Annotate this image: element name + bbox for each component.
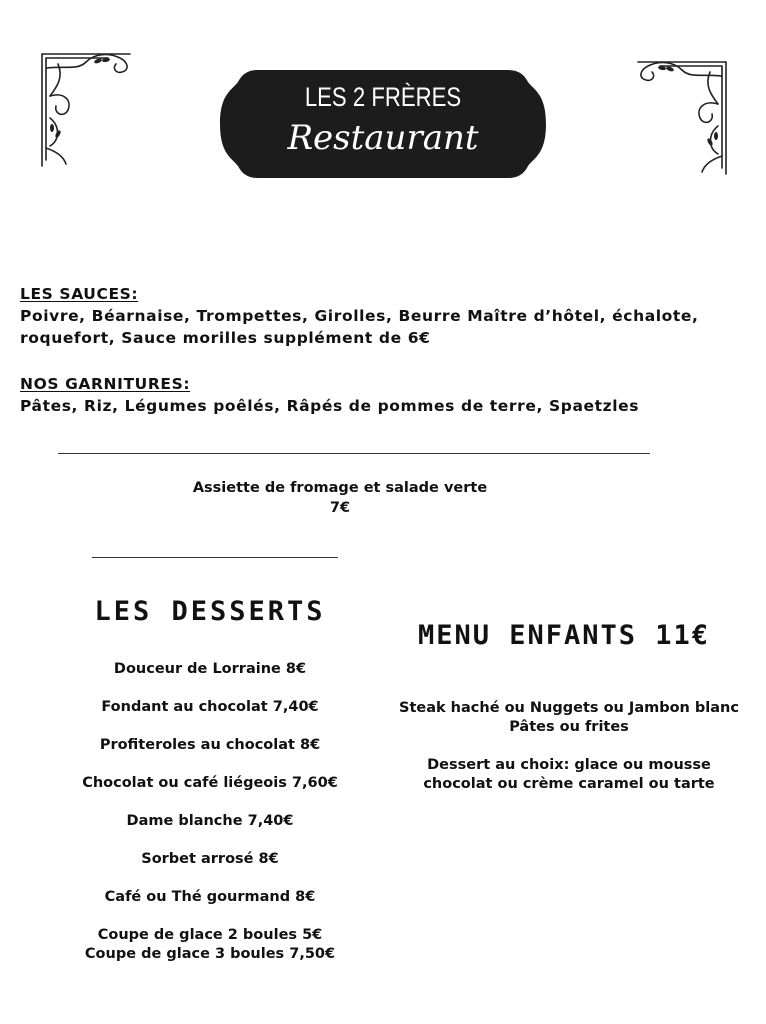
kids-menu-dessert-line1: Dessert au choix: glace ou mousse bbox=[427, 757, 711, 773]
kids-menu-main-line2: Pâtes ou frites bbox=[509, 719, 629, 735]
dessert-item: Coupe de glace 3 boules 7,50€ bbox=[84, 946, 336, 962]
dessert-item: Chocolat ou café liégeois 7,60€ bbox=[82, 775, 338, 791]
dessert-item: Coupe de glace 2 boules 5€ bbox=[97, 927, 323, 943]
dessert-item: Café ou Thé gourmand 8€ bbox=[104, 889, 316, 905]
divider bbox=[58, 453, 650, 454]
sauces-heading: LES SAUCES: bbox=[20, 285, 139, 303]
cheese-plate-price: 7€ bbox=[329, 500, 351, 516]
cheese-plate bbox=[140, 478, 540, 518]
dessert-item: Sorbet arrosé 8€ bbox=[141, 851, 279, 867]
corner-ornament-right-icon bbox=[630, 56, 730, 176]
logo-subtitle: Restaurant bbox=[287, 118, 479, 158]
garnitures-section bbox=[20, 373, 740, 417]
dessert-item: Profiteroles au chocolat 8€ bbox=[99, 737, 321, 753]
corner-ornament-left-icon bbox=[38, 48, 138, 168]
logo-title: LES 2 FRÈRES bbox=[304, 82, 462, 112]
kids-menu-dessert bbox=[384, 756, 754, 794]
kids-menu-heading: MENU ENFANTS 11€ bbox=[417, 620, 711, 651]
garnitures-text: Pâtes, Riz, Légumes poêlés, Râpés de pommes de terre, Spaetzles bbox=[20, 397, 640, 415]
kids-menu-main bbox=[384, 699, 754, 737]
kids-menu-dessert-line2: chocolat ou crème caramel ou tarte bbox=[423, 776, 715, 792]
dessert-item: Douceur de Lorraine 8€ bbox=[113, 661, 307, 677]
sauces-section bbox=[20, 283, 740, 349]
dessert-item: Fondant au chocolat 7,40€ bbox=[101, 699, 319, 715]
kids-menu-main-line1: Steak haché ou Nuggets ou Jambon blanc bbox=[399, 700, 739, 716]
divider-short bbox=[92, 557, 338, 558]
desserts-heading: LES DESSERTS bbox=[94, 596, 326, 627]
cheese-plate-name: Assiette de fromage et salade verte bbox=[192, 480, 488, 496]
garnitures-heading: NOS GARNITURES: bbox=[20, 375, 191, 393]
sauces-text: Poivre, Béarnaise, Trompettes, Girolles, Beurre Maître d’hôtel, échalote, roquefort, Sauce morilles supplément de 6€ bbox=[20, 307, 699, 347]
dessert-item: Dame blanche 7,40€ bbox=[126, 813, 294, 829]
